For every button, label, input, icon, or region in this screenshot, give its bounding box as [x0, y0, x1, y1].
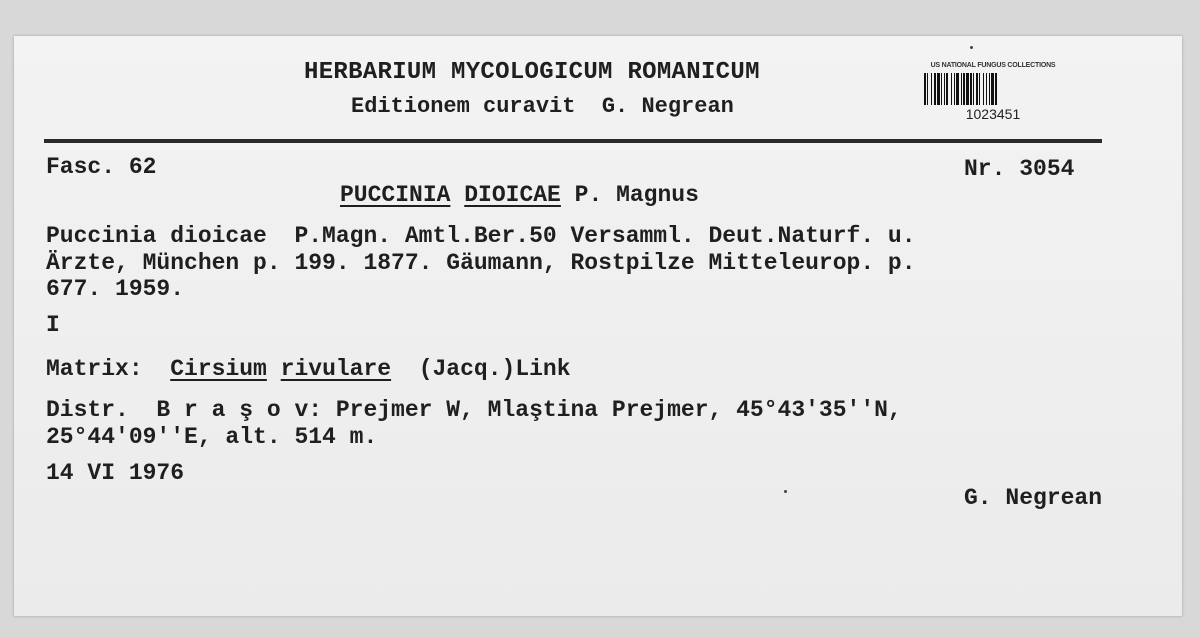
- fascicle-number: Fasc. 62: [46, 154, 157, 180]
- collector-name: G. Negrean: [964, 485, 1103, 511]
- matrix-author: (Jacq.)Link: [391, 356, 571, 382]
- herbarium-label: [14, 36, 1182, 616]
- spore-stage: I: [46, 312, 60, 338]
- barcode-institution: US NATIONAL FUNGUS COLLECTIONS: [930, 62, 1056, 69]
- matrix-epithet: rivulare: [280, 356, 392, 382]
- matrix-genus: Cirsium: [170, 356, 267, 382]
- barcode-number: 1023451: [965, 106, 1021, 122]
- citation-line: 677. 1959.: [46, 276, 185, 302]
- collection-date: 14 VI 1976: [46, 460, 185, 486]
- citation-line: Puccinia dioicae P.Magn. Amtl.Ber.50 Versamml. Deut.Naturf. u.: [46, 223, 916, 249]
- species-epithet: DIOICAE: [464, 182, 561, 208]
- matrix-line: [46, 356, 571, 382]
- editor-line: Editionem curavit G. Negrean: [351, 94, 734, 119]
- distribution-line: Distr. B r a ş o v: Prejmer W, Mlaştina Prejmer, 45°43'35''N,: [46, 397, 902, 423]
- matrix-label: Matrix:: [46, 356, 171, 382]
- distribution-line: 25°44'09''E, alt. 514 m.: [46, 424, 378, 450]
- collection-title: HERBARIUM MYCOLOGICUM ROMANICUM: [304, 59, 760, 86]
- barcode-icon: [924, 73, 1062, 105]
- divider-rule: [44, 139, 1102, 143]
- barcode-sticker: [918, 62, 1068, 124]
- citation-line: Ärzte, München p. 199. 1877. Gäumann, Rostpilze Mitteleurop. p.: [46, 250, 916, 276]
- species-genus: PUCCINIA: [340, 182, 451, 208]
- speck: [784, 490, 787, 493]
- specimen-number: Nr. 3054: [964, 156, 1075, 182]
- species-author: P. Magnus: [560, 182, 699, 208]
- species-name: [340, 182, 699, 208]
- speck: [970, 46, 973, 49]
